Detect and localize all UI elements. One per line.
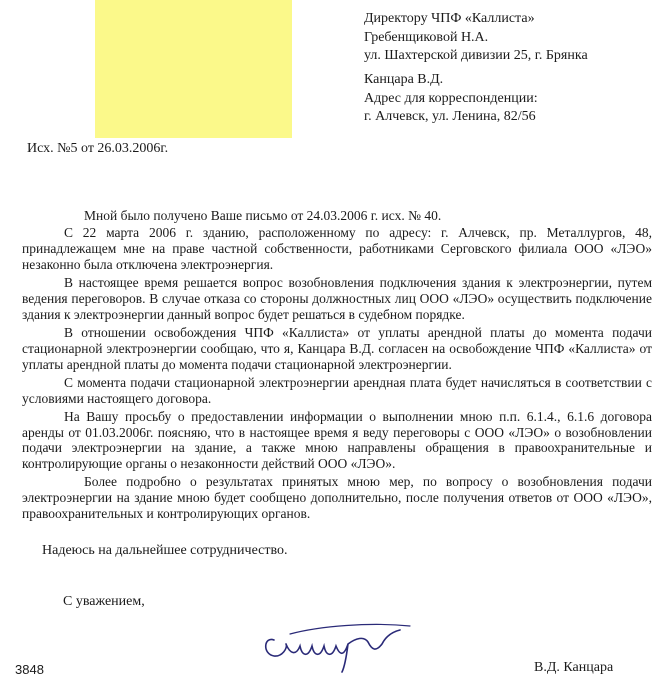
paragraph: С момента подачи стационарной электроэнергии арендная плата будет начисляться в соответствии с условиями настоящего договора. — [22, 374, 652, 406]
sender-block — [364, 71, 538, 127]
paragraph: В настоящее время решается вопрос возобновления подключения здания к электроэнергии, путем ведения переговоров. В случае отказа со стороны должностных лиц ООО «ЛЭО» осуществить подключение здания к электроэнергии данный вопрос будет решаться в судебном порядке. — [22, 274, 652, 322]
signature-image — [260, 612, 420, 674]
sender-name: Канцара В.Д. — [364, 72, 444, 87]
paragraph: Мной было получено Ваше письмо от 24.03.2006 г. исх. № 40. — [84, 208, 442, 223]
paragraph: На Вашу просьбу о предоставлении информации о выполнении мною п.п. 6.1.4., 6.1.6 договора аренды от 01.03.2006г. поясняю, что в настоящее время я веду переговоры с ООО «ЛЭО» о возобновлении подачи электроэнергии на здание, а также мною направлены обращения в правоохранительные и контролирующие органы о незаконности действий ООО «ЛЭО». — [22, 408, 652, 472]
signer-name: В.Д. Канцара — [534, 660, 614, 675]
outgoing-reference: Исх. №5 от 26.03.2006г. — [27, 141, 169, 156]
addressee-address: ул. Шахтерской дивизии 25, г. Брянка — [364, 48, 588, 63]
paragraph: В отношении освобождения ЧПФ «Каллиста» от уплаты арендной платы до момента подачи стационарной электроэнергии сообщаю, что я, Канцара В.Д. согласен на освобождение ЧПФ «Каллиста» от уплаты арендной платы до момента подачи стационарной электроэнергии. — [22, 324, 652, 372]
addressee-title: Директору ЧПФ «Каллиста» — [364, 11, 535, 26]
paragraph: С 22 марта 2006 г. зданию, расположенному по адресу: г. Алчевск, пр. Металлургов, 48, принадлежащем мне на праве частной собственности, работниками Серговского филиала ООО «ЛЭО» незаконно была отключена электроэнергия. — [22, 224, 652, 272]
closing-hope: Надеюсь на дальнейшее сотрудничество. — [42, 543, 288, 558]
addressee-name: Гребенщиковой Н.А. — [364, 29, 489, 45]
letter-body — [22, 208, 652, 524]
sender-address-label: Адрес для корреспонденции: — [364, 90, 538, 106]
closing-regards: С уважением, — [63, 594, 145, 609]
sender-address: г. Алчевск, ул. Ленина, 82/56 — [364, 109, 536, 124]
paragraph: Более подробно о результатах принятых мною мер, по вопросу о возобновления подачи электроэнергии на здание мною будет сообщено дополнительно, после получения ответов от ООО «ЛЭО», правоохранительных и контролирующих органов. — [22, 474, 652, 522]
addressee-block — [364, 10, 588, 66]
sticky-note — [95, 0, 292, 138]
document-number: 3848 — [15, 662, 44, 677]
